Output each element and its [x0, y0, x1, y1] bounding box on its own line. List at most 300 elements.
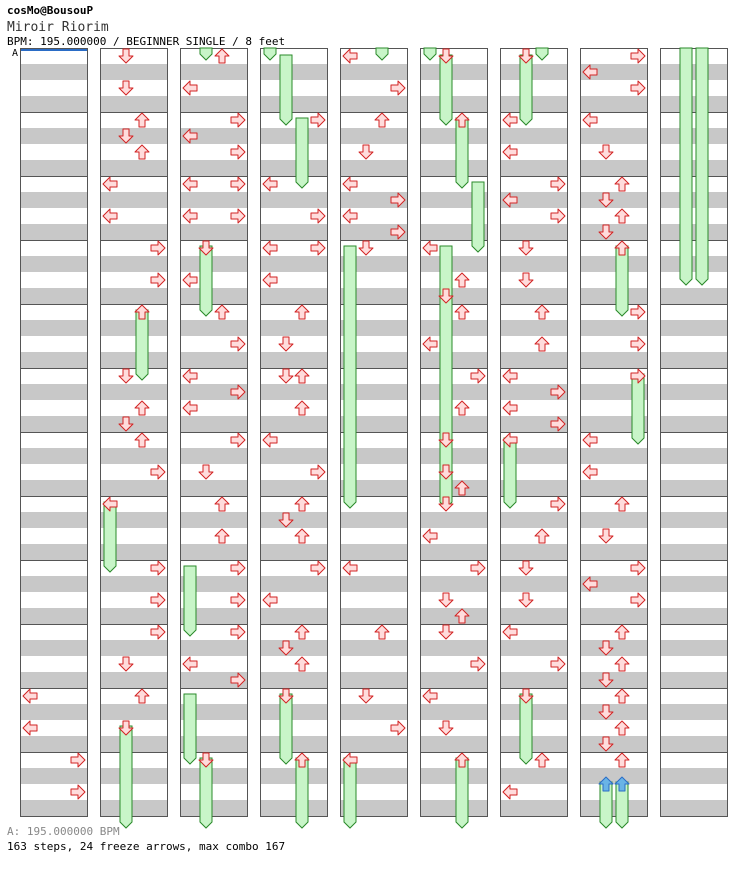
tap-arrow-right: [151, 593, 165, 607]
tap-arrow-right: [391, 81, 405, 95]
beat-stripe: [420, 416, 488, 432]
tap-arrow-up: [535, 529, 549, 543]
freeze-arrow: [520, 55, 532, 125]
beat-stripe: [500, 160, 568, 176]
freeze-arrow: [456, 758, 468, 828]
beat-stripe: [180, 288, 248, 304]
tap-arrow-right: [311, 465, 325, 479]
freeze-arrow: [184, 566, 196, 636]
tap-arrow-left: [423, 241, 437, 255]
beat-stripe: [340, 608, 408, 624]
tap-arrow-right: [471, 369, 485, 383]
tap-arrow-up: [135, 145, 149, 159]
beat-stripe: [260, 512, 328, 528]
beat-stripe: [420, 384, 488, 400]
freeze-arrow: [440, 55, 452, 125]
freeze-arrow: [344, 758, 356, 828]
tap-arrow-up: [455, 305, 469, 319]
tap-arrow-up: [615, 721, 629, 735]
beat-stripe: [20, 320, 88, 336]
beat-stripe: [260, 96, 328, 112]
beat-stripe: [100, 384, 168, 400]
beat-stripe: [500, 640, 568, 656]
tap-arrow-up: [375, 113, 389, 127]
tap-arrow-down: [359, 145, 373, 159]
beat-stripe: [500, 288, 568, 304]
beat-stripe: [420, 576, 488, 592]
beat-stripe: [580, 704, 648, 720]
tap-arrow-right: [151, 241, 165, 255]
beat-stripe: [580, 512, 648, 528]
beat-stripe: [100, 576, 168, 592]
freeze-arrow: [456, 118, 468, 188]
tap-arrow-left: [503, 113, 517, 127]
beat-stripe: [20, 608, 88, 624]
beat-stripe: [100, 608, 168, 624]
beat-stripe: [660, 288, 728, 304]
tap-arrow-up: [535, 337, 549, 351]
beat-stripe: [580, 224, 648, 240]
beat-stripe: [340, 64, 408, 80]
tap-arrow-left: [503, 401, 517, 415]
chart-meta: BPM: 195.000000 / BEGINNER SINGLE / 8 feet: [7, 35, 286, 48]
tap-arrow-left: [343, 209, 357, 223]
tap-arrow-up: [535, 753, 549, 767]
beat-stripe: [340, 576, 408, 592]
beat-stripe: [660, 256, 728, 272]
song-title: Miroir Riorim: [7, 20, 109, 35]
tap-arrow-right: [551, 177, 565, 191]
tap-arrow-down: [119, 657, 133, 671]
beat-stripe: [100, 416, 168, 432]
tap-arrow-left: [583, 465, 597, 479]
beat-stripe: [260, 384, 328, 400]
beat-stripe: [420, 608, 488, 624]
beat-stripe: [420, 256, 488, 272]
beat-stripe: [660, 384, 728, 400]
tap-arrow-right: [631, 561, 645, 575]
beat-stripe: [660, 768, 728, 784]
tap-arrow-right: [311, 241, 325, 255]
beat-stripe: [100, 160, 168, 176]
tap-arrow-down: [119, 369, 133, 383]
beat-stripe: [420, 64, 488, 80]
beat-stripe: [100, 288, 168, 304]
tap-arrow-up: [615, 657, 629, 671]
tap-arrow-up: [295, 625, 309, 639]
beat-stripe: [180, 352, 248, 368]
beat-stripe: [100, 768, 168, 784]
beat-stripe: [660, 320, 728, 336]
beat-stripe: [660, 416, 728, 432]
beat-stripe: [260, 416, 328, 432]
tap-arrow-right: [151, 561, 165, 575]
freeze-arrow: [296, 758, 308, 828]
beat-stripe: [260, 160, 328, 176]
tap-arrow-right: [231, 177, 245, 191]
tap-arrow-right: [231, 145, 245, 159]
beat-stripe: [100, 672, 168, 688]
tap-arrow-right: [231, 625, 245, 639]
tap-arrow-right: [391, 721, 405, 735]
beat-stripe: [660, 736, 728, 752]
beat-stripe: [100, 256, 168, 272]
beat-stripe: [500, 704, 568, 720]
beat-stripe: [260, 736, 328, 752]
beat-stripe: [580, 544, 648, 560]
tap-arrow-down: [279, 337, 293, 351]
beat-stripe: [340, 128, 408, 144]
beat-stripe: [180, 480, 248, 496]
beat-stripe: [20, 224, 88, 240]
beat-stripe: [500, 544, 568, 560]
tap-arrow-down: [519, 273, 533, 287]
beat-stripe: [580, 128, 648, 144]
freeze-arrow: [120, 726, 132, 828]
beat-stripe: [660, 576, 728, 592]
tap-arrow-right: [311, 113, 325, 127]
beat-stripe: [100, 704, 168, 720]
beat-stripe: [420, 96, 488, 112]
tap-arrow-left: [343, 177, 357, 191]
beat-stripe: [20, 384, 88, 400]
beat-stripe: [580, 288, 648, 304]
freeze-arrow: [264, 48, 276, 60]
beat-stripe: [500, 128, 568, 144]
tap-arrow-left: [23, 721, 37, 735]
beat-stripe: [260, 768, 328, 784]
tap-arrow-right: [471, 657, 485, 671]
freeze-arrow: [200, 758, 212, 828]
bpm-marker-label: A: [12, 48, 19, 59]
tap-arrow-right: [151, 273, 165, 287]
tap-arrow-up: [295, 657, 309, 671]
beat-stripe: [260, 576, 328, 592]
freeze-arrow: [680, 48, 692, 285]
tap-arrow-left: [343, 561, 357, 575]
freeze-arrow: [280, 55, 292, 125]
tap-arrow-left: [503, 625, 517, 639]
beat-stripe: [500, 64, 568, 80]
beat-stripe: [180, 768, 248, 784]
freeze-arrow: [280, 694, 292, 764]
tap-arrow-left: [263, 593, 277, 607]
tap-arrow-up: [615, 177, 629, 191]
beat-stripe: [260, 320, 328, 336]
beat-stripe: [260, 640, 328, 656]
tap-arrow-right: [231, 337, 245, 351]
tap-arrow-left: [343, 49, 357, 63]
beat-stripe: [260, 256, 328, 272]
beat-stripe: [420, 480, 488, 496]
tap-arrow-right: [151, 465, 165, 479]
beat-stripe: [180, 512, 248, 528]
tap-arrow-left: [183, 273, 197, 287]
freeze-arrow: [376, 48, 388, 60]
tap-arrow-down: [199, 465, 213, 479]
beat-stripe: [660, 480, 728, 496]
tap-arrow-right: [231, 433, 245, 447]
beat-stripe: [100, 352, 168, 368]
beat-stripe: [260, 448, 328, 464]
freeze-arrow: [696, 48, 708, 285]
beat-stripe: [180, 800, 248, 816]
beat-stripe: [420, 288, 488, 304]
beat-stripe: [100, 800, 168, 816]
beat-stripe: [260, 288, 328, 304]
beat-stripe: [260, 352, 328, 368]
beat-stripe: [340, 672, 408, 688]
beat-stripe: [180, 64, 248, 80]
beat-stripe: [340, 512, 408, 528]
beat-stripe: [500, 736, 568, 752]
beat-stripe: [500, 96, 568, 112]
freeze-arrow: [104, 502, 116, 572]
tap-arrow-up: [295, 401, 309, 415]
tap-arrow-down: [359, 241, 373, 255]
beat-stripe: [20, 544, 88, 560]
tap-arrow-left: [103, 177, 117, 191]
tap-arrow-right: [311, 209, 325, 223]
freeze-arrow: [632, 374, 644, 444]
beat-stripe: [580, 608, 648, 624]
tap-arrow-down: [599, 529, 613, 543]
beat-stripe: [260, 672, 328, 688]
tap-arrow-left: [103, 209, 117, 223]
tap-arrow-left: [263, 241, 277, 255]
freeze-arrow: [520, 694, 532, 764]
tap-arrow-down: [119, 81, 133, 95]
beat-stripe: [580, 448, 648, 464]
beat-stripe: [580, 192, 648, 208]
beat-stripe: [180, 448, 248, 464]
beat-stripe: [420, 320, 488, 336]
beat-stripe: [660, 544, 728, 560]
tap-arrow-down: [519, 593, 533, 607]
tap-arrow-up: [295, 305, 309, 319]
tap-arrow-down: [279, 369, 293, 383]
beat-stripe: [260, 128, 328, 144]
beat-stripe: [500, 608, 568, 624]
beat-stripe: [20, 512, 88, 528]
beat-stripe: [500, 352, 568, 368]
tap-arrow-right: [471, 561, 485, 575]
tap-arrow-left: [503, 369, 517, 383]
beat-stripe: [580, 480, 648, 496]
beat-stripe: [20, 480, 88, 496]
tap-arrow-left: [263, 177, 277, 191]
beat-stripe: [420, 128, 488, 144]
beat-stripe: [580, 672, 648, 688]
tap-arrow-down: [439, 625, 453, 639]
tap-arrow-up: [215, 529, 229, 543]
beat-stripe: [20, 704, 88, 720]
beat-stripe: [180, 160, 248, 176]
tap-arrow-up: [615, 209, 629, 223]
freeze-arrow: [472, 182, 484, 252]
beat-stripe: [660, 128, 728, 144]
beat-stripe: [20, 192, 88, 208]
tap-arrow-up: [295, 529, 309, 543]
tap-arrow-down: [519, 241, 533, 255]
tap-arrow-left: [263, 273, 277, 287]
beat-stripe: [260, 608, 328, 624]
beat-stripe: [260, 480, 328, 496]
tap-arrow-up: [215, 497, 229, 511]
tap-arrow-right: [231, 209, 245, 223]
tap-arrow-left: [183, 401, 197, 415]
tap-arrow-up: [295, 369, 309, 383]
beat-stripe: [100, 640, 168, 656]
tap-arrow-up: [455, 273, 469, 287]
tap-arrow-right: [551, 209, 565, 223]
beat-stripe: [660, 96, 728, 112]
tap-arrow-left: [183, 369, 197, 383]
tap-arrow-left: [423, 689, 437, 703]
song-artist: cosMo@BousouP: [7, 4, 94, 17]
beat-stripe: [660, 704, 728, 720]
beat-stripe: [500, 672, 568, 688]
beat-stripe: [20, 96, 88, 112]
tap-arrow-down: [599, 145, 613, 159]
beat-stripe: [660, 800, 728, 816]
tap-arrow-right: [551, 657, 565, 671]
beat-stripe: [580, 320, 648, 336]
tap-arrow-left: [183, 81, 197, 95]
beat-stripe: [260, 224, 328, 240]
beat-stripe: [20, 448, 88, 464]
beat-stripe: [580, 352, 648, 368]
beat-stripe: [340, 96, 408, 112]
tap-arrow-right: [311, 561, 325, 575]
beat-stripe: [20, 736, 88, 752]
beat-stripe: [260, 800, 328, 816]
beat-stripe: [100, 128, 168, 144]
beat-stripe: [340, 640, 408, 656]
beat-stripe: [180, 256, 248, 272]
beat-stripe: [500, 512, 568, 528]
tap-arrow-up: [295, 497, 309, 511]
beat-stripe: [20, 160, 88, 176]
beat-stripe: [660, 672, 728, 688]
beat-stripe: [180, 192, 248, 208]
beat-stripe: [660, 160, 728, 176]
freeze-arrow: [200, 246, 212, 316]
beat-stripe: [100, 448, 168, 464]
beat-stripe: [100, 736, 168, 752]
tap-arrow-left: [263, 433, 277, 447]
freeze-arrow: [344, 246, 356, 508]
tap-arrow-up: [135, 401, 149, 415]
beat-stripe: [660, 352, 728, 368]
beat-stripe: [500, 224, 568, 240]
tap-arrow-up: [455, 401, 469, 415]
beat-stripe: [660, 448, 728, 464]
beat-stripe: [260, 544, 328, 560]
chart-column: [660, 49, 728, 817]
beat-stripe: [420, 448, 488, 464]
tap-arrow-left: [583, 433, 597, 447]
beat-stripe: [420, 768, 488, 784]
freeze-arrow: [424, 48, 436, 60]
beat-stripe: [20, 128, 88, 144]
tap-arrow-right: [151, 625, 165, 639]
beat-stripe: [180, 224, 248, 240]
beat-stripe: [180, 96, 248, 112]
beat-stripe: [580, 160, 648, 176]
beat-stripe: [660, 224, 728, 240]
tap-arrow-left: [583, 113, 597, 127]
beat-stripe: [420, 160, 488, 176]
tap-arrow-left: [423, 529, 437, 543]
beat-stripe: [420, 672, 488, 688]
beat-stripe: [340, 736, 408, 752]
freeze-arrow: [616, 246, 628, 316]
beat-stripe: [500, 256, 568, 272]
tap-arrow-up: [615, 497, 629, 511]
tap-arrow-left: [503, 785, 517, 799]
tap-arrow-up: [135, 113, 149, 127]
beat-stripe: [500, 800, 568, 816]
beat-stripe: [340, 160, 408, 176]
tap-arrow-up: [375, 625, 389, 639]
beat-stripe: [100, 480, 168, 496]
chart-column: [260, 49, 328, 817]
tap-arrow-down: [519, 561, 533, 575]
beat-stripe: [100, 192, 168, 208]
chart-stats: 163 steps, 24 freeze arrows, max combo 167: [7, 840, 286, 853]
tap-arrow-down: [439, 721, 453, 735]
beat-stripe: [100, 320, 168, 336]
beat-stripe: [420, 640, 488, 656]
beat-stripe: [20, 800, 88, 816]
tap-arrow-right: [231, 593, 245, 607]
bpm-legend: A: 195.000000 BPM: [7, 825, 120, 838]
beat-stripe: [660, 192, 728, 208]
freeze-arrow: [296, 118, 308, 188]
tap-arrow-left: [183, 177, 197, 191]
tap-arrow-down: [359, 689, 373, 703]
beat-stripe: [420, 512, 488, 528]
beat-stripe: [420, 800, 488, 816]
beat-stripe: [260, 192, 328, 208]
tap-arrow-right: [631, 593, 645, 607]
tap-arrow-up: [135, 689, 149, 703]
beat-stripe: [340, 544, 408, 560]
beat-stripe: [20, 416, 88, 432]
beat-stripe: [180, 544, 248, 560]
beat-stripe: [260, 704, 328, 720]
freeze-arrow: [504, 438, 516, 508]
beat-stripe: [20, 672, 88, 688]
tap-arrow-down: [119, 49, 133, 63]
tap-arrow-right: [631, 305, 645, 319]
beat-stripe: [100, 96, 168, 112]
beat-stripe: [20, 352, 88, 368]
chart-column: [100, 49, 168, 817]
tap-arrow-right: [631, 49, 645, 63]
beat-stripe: [420, 704, 488, 720]
beat-stripe: [660, 608, 728, 624]
freeze-arrow: [184, 694, 196, 764]
beat-stripe: [660, 512, 728, 528]
freeze-arrow: [536, 48, 548, 60]
tap-arrow-right: [631, 81, 645, 95]
tap-arrow-right: [71, 753, 85, 767]
beat-stripe: [20, 640, 88, 656]
beat-stripe: [180, 640, 248, 656]
freeze-arrow: [136, 310, 148, 380]
